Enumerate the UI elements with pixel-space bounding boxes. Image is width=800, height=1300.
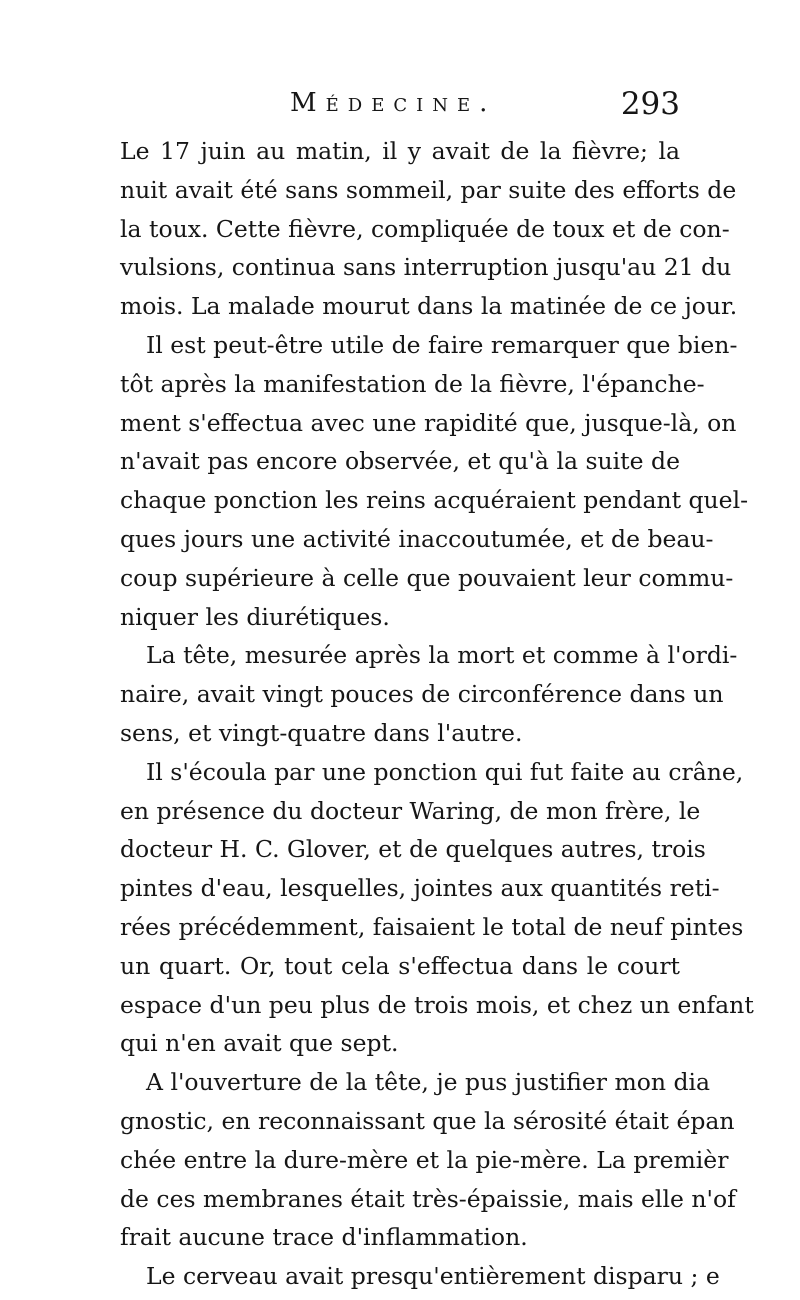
text-line: A l'ouverture de la tête, je pus justifier mon dia xyxy=(146,1068,711,1097)
text-line: n'avait pas encore observée, et qu'à la suite de xyxy=(120,447,680,476)
text-line: La tête, mesurée après la mort et comme à l'ordi- xyxy=(146,641,738,670)
text-line: docteur H. C. Glover, et de quelques autres, trois xyxy=(120,835,706,864)
running-title: Médecine. xyxy=(290,88,497,118)
text-line: en présence du docteur Waring, de mon frère, le xyxy=(120,796,701,825)
text-line: Le 17 juin au matin, il y avait de la fièvre; la xyxy=(120,137,680,165)
text-line: chée entre la dure-mère et la pie-mère. La premièr xyxy=(120,1145,729,1174)
text-line: coup supérieure à celle que pouvaient leur commu- xyxy=(120,563,734,592)
text-line: tôt après la manifestation de la fièvre, l'épanche- xyxy=(120,369,705,398)
text-line: frait aucune trace d'inflammation. xyxy=(120,1223,528,1252)
text-line: Il est peut-être utile de faire remarquer que bien- xyxy=(146,330,738,359)
body-text xyxy=(120,132,754,1296)
text-line: un quart. Or, tout cela s'effectua dans le court xyxy=(120,951,680,980)
text-line: ques jours une activité inaccoutumée, et de beau- xyxy=(120,524,714,553)
text-line: mois. La malade mourut dans la matinée de ce jour. xyxy=(120,292,738,321)
text-line: rées précédemment, faisaient le total de neuf pintes xyxy=(120,912,744,941)
text-line: niquer les diurétiques. xyxy=(120,602,390,631)
text-line: qui n'en avait que sept. xyxy=(120,1029,399,1058)
page-number: 293 xyxy=(620,86,680,122)
text-line: gnostic, en reconnaissant que la sérosité était épan xyxy=(120,1106,735,1135)
text-line: ment s'effectua avec une rapidité que, jusque-là, on xyxy=(120,408,737,437)
text-line: Le cerveau avait presqu'entièrement disparu ; e xyxy=(146,1262,720,1291)
text-line: de ces membranes était très-épaissie, mais elle n'of xyxy=(120,1184,736,1213)
text-line: Il s'écoula par une ponction qui fut faite au crâne, xyxy=(146,757,744,786)
text-line: la toux. Cette fièvre, compliquée de toux et de con- xyxy=(120,214,730,243)
text-line: chaque ponction les reins acquéraient pendant quel- xyxy=(120,486,749,515)
text-line: sens, et vingt-quatre dans l'autre. xyxy=(120,718,523,747)
text-line: pintes d'eau, lesquelles, jointes aux quantités reti- xyxy=(120,874,720,903)
running-head xyxy=(120,88,680,128)
text-line: vulsions, continua sans interruption jusqu'au 21 du xyxy=(120,253,732,282)
text-line: nuit avait été sans sommeil, par suite des efforts de xyxy=(120,175,737,204)
text-line: espace d'un peu plus de trois mois, et chez un enfant xyxy=(120,990,754,1019)
text-line: naire, avait vingt pouces de circonférence dans un xyxy=(120,680,724,709)
